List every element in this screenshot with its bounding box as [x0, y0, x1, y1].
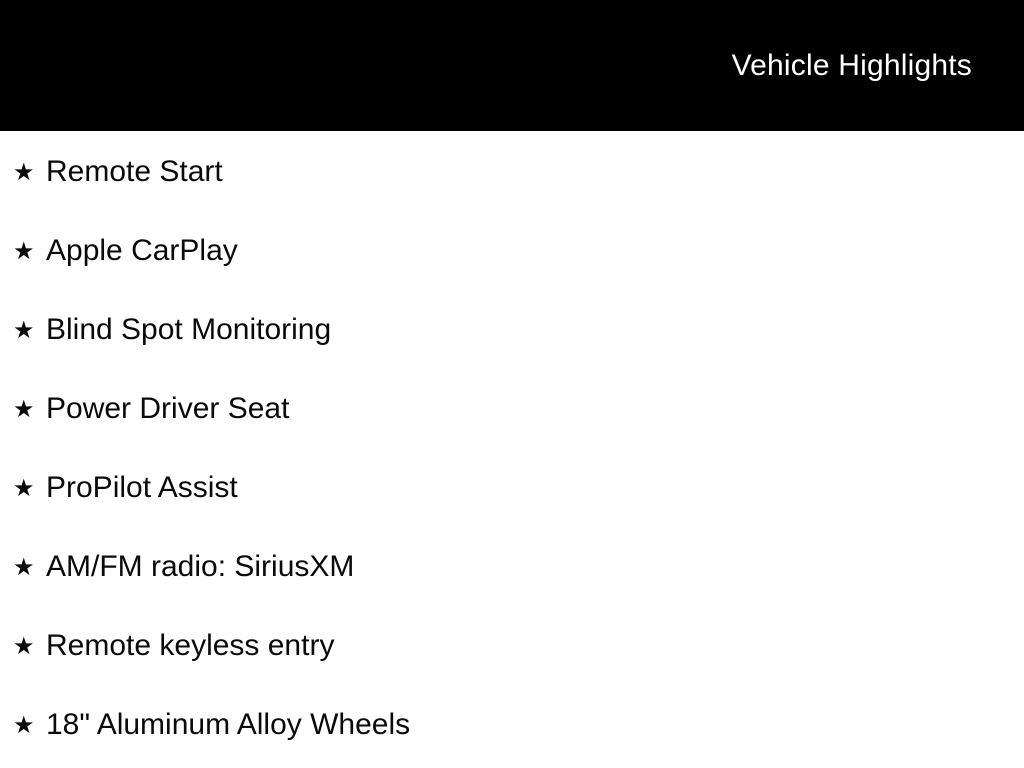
star-icon: ★: [13, 395, 35, 423]
highlight-label: Remote Start: [46, 155, 223, 189]
list-item: [0, 449, 1024, 528]
highlight-label: Apple CarPlay: [46, 234, 238, 268]
star-icon: ★: [13, 474, 35, 502]
list-item: [0, 291, 1024, 370]
highlight-label: ProPilot Assist: [46, 471, 238, 505]
highlights-list: [0, 131, 1024, 765]
list-item: [0, 607, 1024, 686]
list-item: [0, 133, 1024, 212]
star-icon: ★: [13, 158, 35, 186]
list-item: [0, 370, 1024, 449]
list-item: [0, 212, 1024, 291]
highlight-label: 18" Aluminum Alloy Wheels: [46, 708, 411, 742]
highlight-label: Remote keyless entry: [46, 629, 335, 663]
highlight-label: Power Driver Seat: [46, 392, 290, 426]
star-icon: ★: [13, 632, 35, 660]
star-icon: ★: [13, 237, 35, 265]
highlight-label: AM/FM radio: SiriusXM: [46, 550, 355, 584]
list-item: [0, 528, 1024, 607]
header-bar: [0, 0, 1024, 131]
star-icon: ★: [13, 553, 35, 581]
list-item: [0, 686, 1024, 765]
highlight-label: Blind Spot Monitoring: [46, 313, 332, 347]
page-title: Vehicle Highlights: [731, 48, 972, 82]
star-icon: ★: [13, 316, 35, 344]
star-icon: ★: [13, 711, 35, 739]
